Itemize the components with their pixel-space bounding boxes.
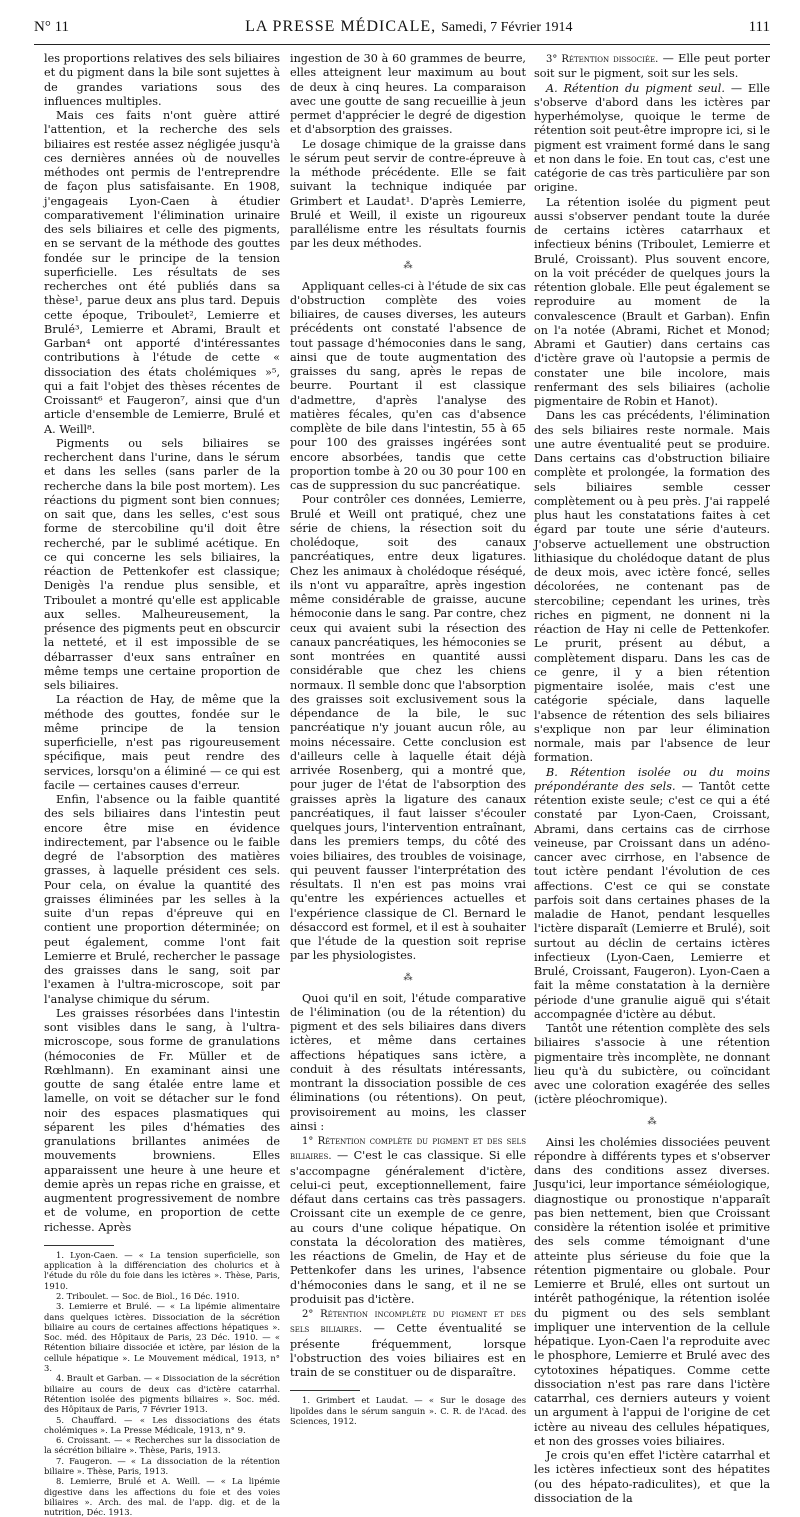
paragraph: Appliquant celles-ci à l'étude de six cas d'obstruction complète des voies biliaires, de causes diverses, les auteurs précédents ont constaté l'absence de tout passage d'hémoconies dans le sang, ainsi que de toute augmentation des graisses du sang, après le repas de beurre. Pourtant il est classique d'admettre, d'après l'analyse des matières fécales, qu'en cas d'absence complète de bile dans l'intestin, 55 à 65 pour 100 des graisses ingérées sont encore absorbées, tandis que cette proportion tombe à 20 ou 30 pour 100 en cas de suppression du suc pancréatique. bbox=[290, 279, 526, 492]
section-separator: ⁂ bbox=[647, 1116, 657, 1127]
paragraph: Pour contrôler ces données, Lemierre, Brulé et Weill ont pratiqué, chez une série de chiens, la résection soit du cholédoque, soit des canaux pancréatiques, entre deux ligatures. Chez les animaux à cholédoque réséqué, ils n'ont vu apparaître, après ingestion même considérable de graisse, aucune hémoconie dans le sang. Par contre, chez ceux qui avaient subi la résection des canaux pancréatiques, les hémoconies se sont montrées en quantité aussi considérable que chez les chiens normaux. Il semble donc que l'absorption des graisses soit exclusivement sous la dépendance de la bile, le suc pancréatique n'y jouant aucun rôle, au moins nécessaire. Cette conclusion est d'ailleurs celle à laquelle était déjà arrivée Rosenberg, qui a montré que, pour juger de l'état de l'absorption des graisses après la ligature des canaux pancréatiques, il faut laisser s'écouler quelques jours, l'intervention entraînant, dans les premiers temps, du côté des voies biliaires, des troubles de voisinage, qui peuvent fausser l'interprétation des résultats. Il n'en est pas moins vrai qu'entre les expériences actuelles et l'expérience classique de Cl. Bernard le désaccord est formel, et il est à souhaiter que l'étude de la question soit reprise par les physiologistes. bbox=[290, 493, 526, 963]
subsection-text: — Tantôt cette rétention existe seule; c'est ce qui a été constaté par Lyon-Caen, Croissant, Abrami, dans certains cas de cirrhose veineuse, par Croissant dans un adéno-cancer avec cirrhose, en l'absence de tout ictère pendant l'évolution de ces affections. C'est ce qui se constate parfois soit dans certaines phases de la maladie de Hanot, pendant lesquelles l'ictère disparaît (Lemierre et Brulé), soit surtout au déclin de certains ictères infectieux (Lyon-Caen, Lemierre et Brulé, Croissant, Faugeron). Lyon-Caen a fait la même constatation à la dernière période d'une granulie aiguë qui s'était accompagnée d'ictère au début. bbox=[534, 779, 770, 1021]
paragraph bbox=[534, 82, 770, 196]
paragraph: Tantôt une rétention complète des sels biliaires s'associe à une rétention pigmentaire très incomplète, ne donnant lieu qu'à du subictère, ou coïncidant avec une coloration exagérée des selles (ictère pléochromique). bbox=[534, 1022, 770, 1107]
paragraph bbox=[534, 52, 770, 82]
subsection-heading: A. Rétention du pigment seul. bbox=[546, 81, 725, 95]
footnote: 3. Lemierre et Brulé. — « La lipémie alimentaire dans quelques ictères. Dissociation de la sécrétion biliaire au cours de certaines affections hépatiques ». Soc. méd. des Hôpitaux de Paris, 23 Déc. 1910. — « Rétention biliaire dissociée et ictère, par lésion de la cellule hépatique ». Le Mouvement médical, 1913, n° 3. bbox=[44, 1301, 280, 1374]
footnote-rule bbox=[44, 1245, 114, 1246]
paragraph: Les graisses résorbées dans l'intestin sont visibles dans le sang, à l'ultra-microscope, sous forme de granulations (hémoconies de Fr. Müller et de Rœhlmann). En examinant ainsi une goutte de sang étalée entre lame et lamelle, on voit se détacher sur le fond noir des espaces plasmatiques qui séparent les piles d'hématies des granulations brillantes animées de mouvements browniens. Elles apparaissent une heure à une heure et demie après un repas riche en graisse, et augmentent progressivement de nombre et de volume, en proportion de cette richesse. Après bbox=[44, 1006, 280, 1234]
issue-number: N° 11 bbox=[34, 19, 70, 35]
paragraph: Je crois qu'en effet l'ictère catarrhal et les ictères infectieux sont des hépatites (ou des hépato-radiculites), et que la dissociation de la bbox=[534, 1449, 770, 1505]
paragraph: les proportions relatives des sels biliaires et du pigment dans la bile sont sujettes à de grandes variations sous des influences multiples. bbox=[44, 52, 280, 108]
footnote: 1. Grimbert et Laudat. — « Sur le dosage des lipoïdes dans le sérum sanguin ». C. R. de l'Acad. des Sciences, 1912. bbox=[290, 1395, 526, 1426]
section-heading: 2° Rétention incomplète du pigment et des sels biliaires. bbox=[290, 1309, 526, 1336]
issue-date: Samedi, 7 Février 1914 bbox=[441, 20, 573, 35]
subsection-heading: B. Rétention isolée ou du moins prépondérante des sels. bbox=[534, 765, 770, 793]
journal-title bbox=[245, 18, 572, 36]
footnote: 2. Triboulet. — Soc. de Biol., 16 Déc. 1910. bbox=[56, 1290, 240, 1301]
column-3 bbox=[534, 52, 771, 1505]
section-text: — Elle peut porter soit sur le pigment, soit sur les sels. bbox=[534, 52, 770, 81]
paragraph: Le dosage chimique de la graisse dans le sérum peut servir de contre-épreuve à la méthode précédente. Elle se fait suivant la technique indiquée par Grimbert et Laudat¹. D'après Lemierre, Brulé et Weill, il existe un rigoureux parallélisme entre les résultats fournis par les deux méthodes. bbox=[290, 137, 526, 251]
paragraph bbox=[290, 1307, 526, 1380]
header-rule bbox=[34, 44, 770, 45]
paragraph: La rétention isolée du pigment peut aussi s'observer pendant toute la durée de certains ictères catarrhaux et infectieux bénins (Triboulet, Lemierre et Brulé, Croissant). Plus souvent encore, on la voit précéder de quelques jours la rétention globale. Elle peut également se reproduire au moment de la convalescence (Brault et Garban). Enfin on l'a notée (Abrami, Richet et Monod; Abrami et Gautier) dans certains cas d'ictère grave où l'autopsie a permis de constater une bile incolore, mais renfermant des sels biliaires (acholie pigmentaire de Robin et Hanot). bbox=[534, 195, 770, 408]
paragraph bbox=[290, 1134, 526, 1307]
paragraph: Enfin, l'absence ou la faible quantité des sels biliaires dans l'intestin peut encore être mise en évidence indirectement, par l'absence ou le faible degré de l'absorption des matières grasses, à laquelle président ces sels. Pour cela, on évalue la quantité des graisses éliminées par les selles à la suite d'un repas d'épreuve qui en contient une proportion déterminée; on peut également, comme l'ont fait Lemierre et Brulé, rechercher le passage des graisses dans le sang, soit par l'examen à l'ultra-microscope, soit par l'analyse chimique du sérum. bbox=[44, 793, 280, 1006]
paragraph: Quoi qu'il en soit, l'étude comparative de l'élimination (ou de la rétention) du pigment et des sels biliaires dans divers ictères, et même dans certaines affections hépatiques sans ictère, a conduit à des résultats intéressants, montrant la dissociation possible de ces éliminations (ou rétentions). On peut, provisoirement au moins, les classer ainsi : bbox=[290, 991, 526, 1133]
section-text: — Cette éventualité se présente fréquemment, lorsque l'obstruction des voies biliaires est en train de se constituer ou de disparaître. bbox=[290, 1322, 526, 1379]
paragraph: Ainsi les cholémies dissociées peuvent répondre à différents types et s'observer dans des conditions assez diverses. Jusqu'ici, leur importance séméiologique, diagnostique ou pronostique n'apparaît pas bien nettement, bien que Croissant considère la rétention isolée et primitive des sels comme témoignant d'une atteinte plus sérieuse du foie que la rétention pigmentaire ou globale. Pour Lemierre et Brulé, elles ont surtout un intérêt pathogénique, la rétention isolée du pigment ou des sels semblant impliquer une intervention de la cellule hépatique. Lyon-Caen l'a reproduite avec le phosphore, Lemierre et Brulé avec des cytotoxines hépatiques. Comme cette dissociation n'est pas rare dans l'ictère catarrhal, ces derniers auteurs y voient un argument à l'appui de l'origine de cet ictère au niveau des cellules hépatiques, et non des grosses voies biliaires. bbox=[534, 1135, 770, 1448]
section-separator: ⁂ bbox=[403, 260, 413, 271]
paragraph: Pigments ou sels biliaires se recherchent dans l'urine, dans le sérum et dans les selles (sans parler de la recherche dans la bile post mortem). Les réactions du pigment sont bien connues; on sait que, dans les selles, c'est sous forme de stercobiline qu'il doit être recherché, par le sublimé acétique. En ce qui concerne les sels biliaires, la réaction de Pettenkofer est classique; Denigès l'a rendue plus sensible, et Triboulet a montré qu'elle est applicable aux selles. Malheureusement, la présence des pigments peut en obscurcir la netteté, et il est impossible de se débarrasser d'eux sans entraîner en même temps une certaine proportion de sels biliaires. bbox=[44, 436, 280, 692]
section-heading: 3° Rétention dissociée. bbox=[546, 54, 659, 65]
paragraph: La réaction de Hay, de même que la méthode des gouttes, fondée sur le même principe de la tension superficielle, n'est pas rigoureusement spécifique, mais peut rendre des services, lorsqu'on a éliminé — ce qui est facile — certaines causes d'erreur. bbox=[44, 693, 280, 792]
footnote: 4. Brault et Garban. — « Dissociation de la sécrétion biliaire au cours de deux cas d'ictère catarrhal. Rétention isolée des pigments biliaires ». Soc. méd. des Hôpitaux de Paris, 7 Février 1913. bbox=[44, 1373, 280, 1415]
page-number: 111 bbox=[748, 19, 770, 35]
journal-name: LA PRESSE MÉDICALE, bbox=[245, 18, 437, 35]
footnote: 5. Chauffard. — « Les dissociations des états cholémiques ». La Presse Médicale, 1913, n° 9. bbox=[44, 1414, 280, 1435]
section-text: — C'est le cas classique. Si elle s'accompagne généralement d'ictère, celui-ci peut, exceptionnellement, faire défaut dans certains cas très passagers. Croissant cite un exemple de ce genre, au cours d'une colique hépatique. On constata la décoloration des matières, les réactions de Gmelin, de Hay et de Pettenkofer dans les urines, l'absence d'hémoconies dans le sang, et il ne se produisit pas d'ictère. bbox=[290, 1149, 526, 1306]
subsection-text: — Elle s'observe d'abord dans les ictères par hyperhémolyse, quoique le terme de rétention soit peut-être impropre ici, si le pigment est vraiment formé dans le sang et non dans le foie. En tout cas, c'est une catégorie de cas très particulière par son origine. bbox=[534, 81, 771, 195]
section-separator: ⁂ bbox=[403, 972, 413, 983]
paragraph bbox=[534, 766, 770, 1023]
footnote: 8. Lemierre, Brulé et A. Weill. — « La lipémie digestive dans les affections du foie et des voies biliaires ». Arch. des mal. de l'app. dig. et de la nutrition, Déc. 1913. bbox=[44, 1476, 280, 1517]
paragraph: Dans les cas précédents, l'élimination des sels biliaires reste normale. Mais une autre éventualité peut se produire. Dans certains cas d'obstruction biliaire complète et prolongée, la formation des sels biliaires semble cesser complètement ou à peu près. J'ai rappelé plus haut les constatations faites à cet égard par toute une série d'auteurs. J'observe actuellement une obstruction lithiasique du cholédoque datant de plus de deux mois, avec ictère foncé, selles décolorées, ne contenant pas de stercobiline; cependant les urines, très riches en pigment, ne donnent ni la réaction de Hay ni celle de Pettenkofer. Le prurit, présent au début, a complètement disparu. Dans les cas de ce genre, il y a bien rétention pigmentaire isolée, mais c'est une catégorie spéciale, dans laquelle l'absence de rétention des sels biliaires s'explique non par leur élimination normale, mais par l'absence de leur formation. bbox=[534, 409, 770, 765]
footnote: 7. Faugeron. — « La dissociation de la rétention biliaire ». Thèse, Paris, 1913. bbox=[44, 1455, 280, 1476]
running-header bbox=[34, 18, 770, 40]
footnote: 1. Lyon-Caen. — « La tension superficielle, son application à la différenciation des cholurics et à l'étude du rôle du foie dans les ictères ». Thèse, Paris, 1910. bbox=[44, 1249, 280, 1291]
paragraph: Mais ces faits n'ont guère attiré l'attention, et la recherche des sels biliaires est restée assez négligée jusqu'à ces dernières années où de nouvelles méthodes ont permis de l'entreprendre de façon plus satisfaisante. En 1908, j'engageais Lyon-Caen à étudier comparativement l'élimination urinaire des sels biliaires et celle des pigments, en se servant de la méthode des gouttes fondée sur le principe de la tension superficielle. Les résultats de ses recherches ont été publiés dans sa thèse¹, parue deux ans plus tard. Depuis cette époque, Triboulet², Lemierre et Brulé³, Lemierre et Abrami, Brault et Garban⁴ ont apporté d'intéressantes contributions à l'étude de cette « dissociation des états cholémiques »⁵, qui a fait l'objet des thèses récentes de Croissant⁶ et Faugeron⁷, ainsi que d'un article d'ensemble de Lemierre, Brulé et A. Weill⁸. bbox=[44, 109, 280, 436]
column-1 bbox=[44, 52, 280, 1517]
footnote: 6. Croissant. — « Recherches sur la dissociation de la sécrétion biliaire ». Thèse, Paris, 1913. bbox=[44, 1435, 280, 1456]
section-heading: 1° Rétention complète du pigment et des sels biliaires. bbox=[290, 1136, 526, 1163]
footnote-rule bbox=[290, 1390, 360, 1391]
paragraph: ingestion de 30 à 60 grammes de beurre, elles atteignent leur maximum au bout de deux à cinq heures. La comparaison avec une goutte de sang recueillie à jeun permet d'apprécier le degré de digestion et d'absorption des graisses. bbox=[290, 52, 526, 137]
column-2 bbox=[290, 52, 526, 1426]
